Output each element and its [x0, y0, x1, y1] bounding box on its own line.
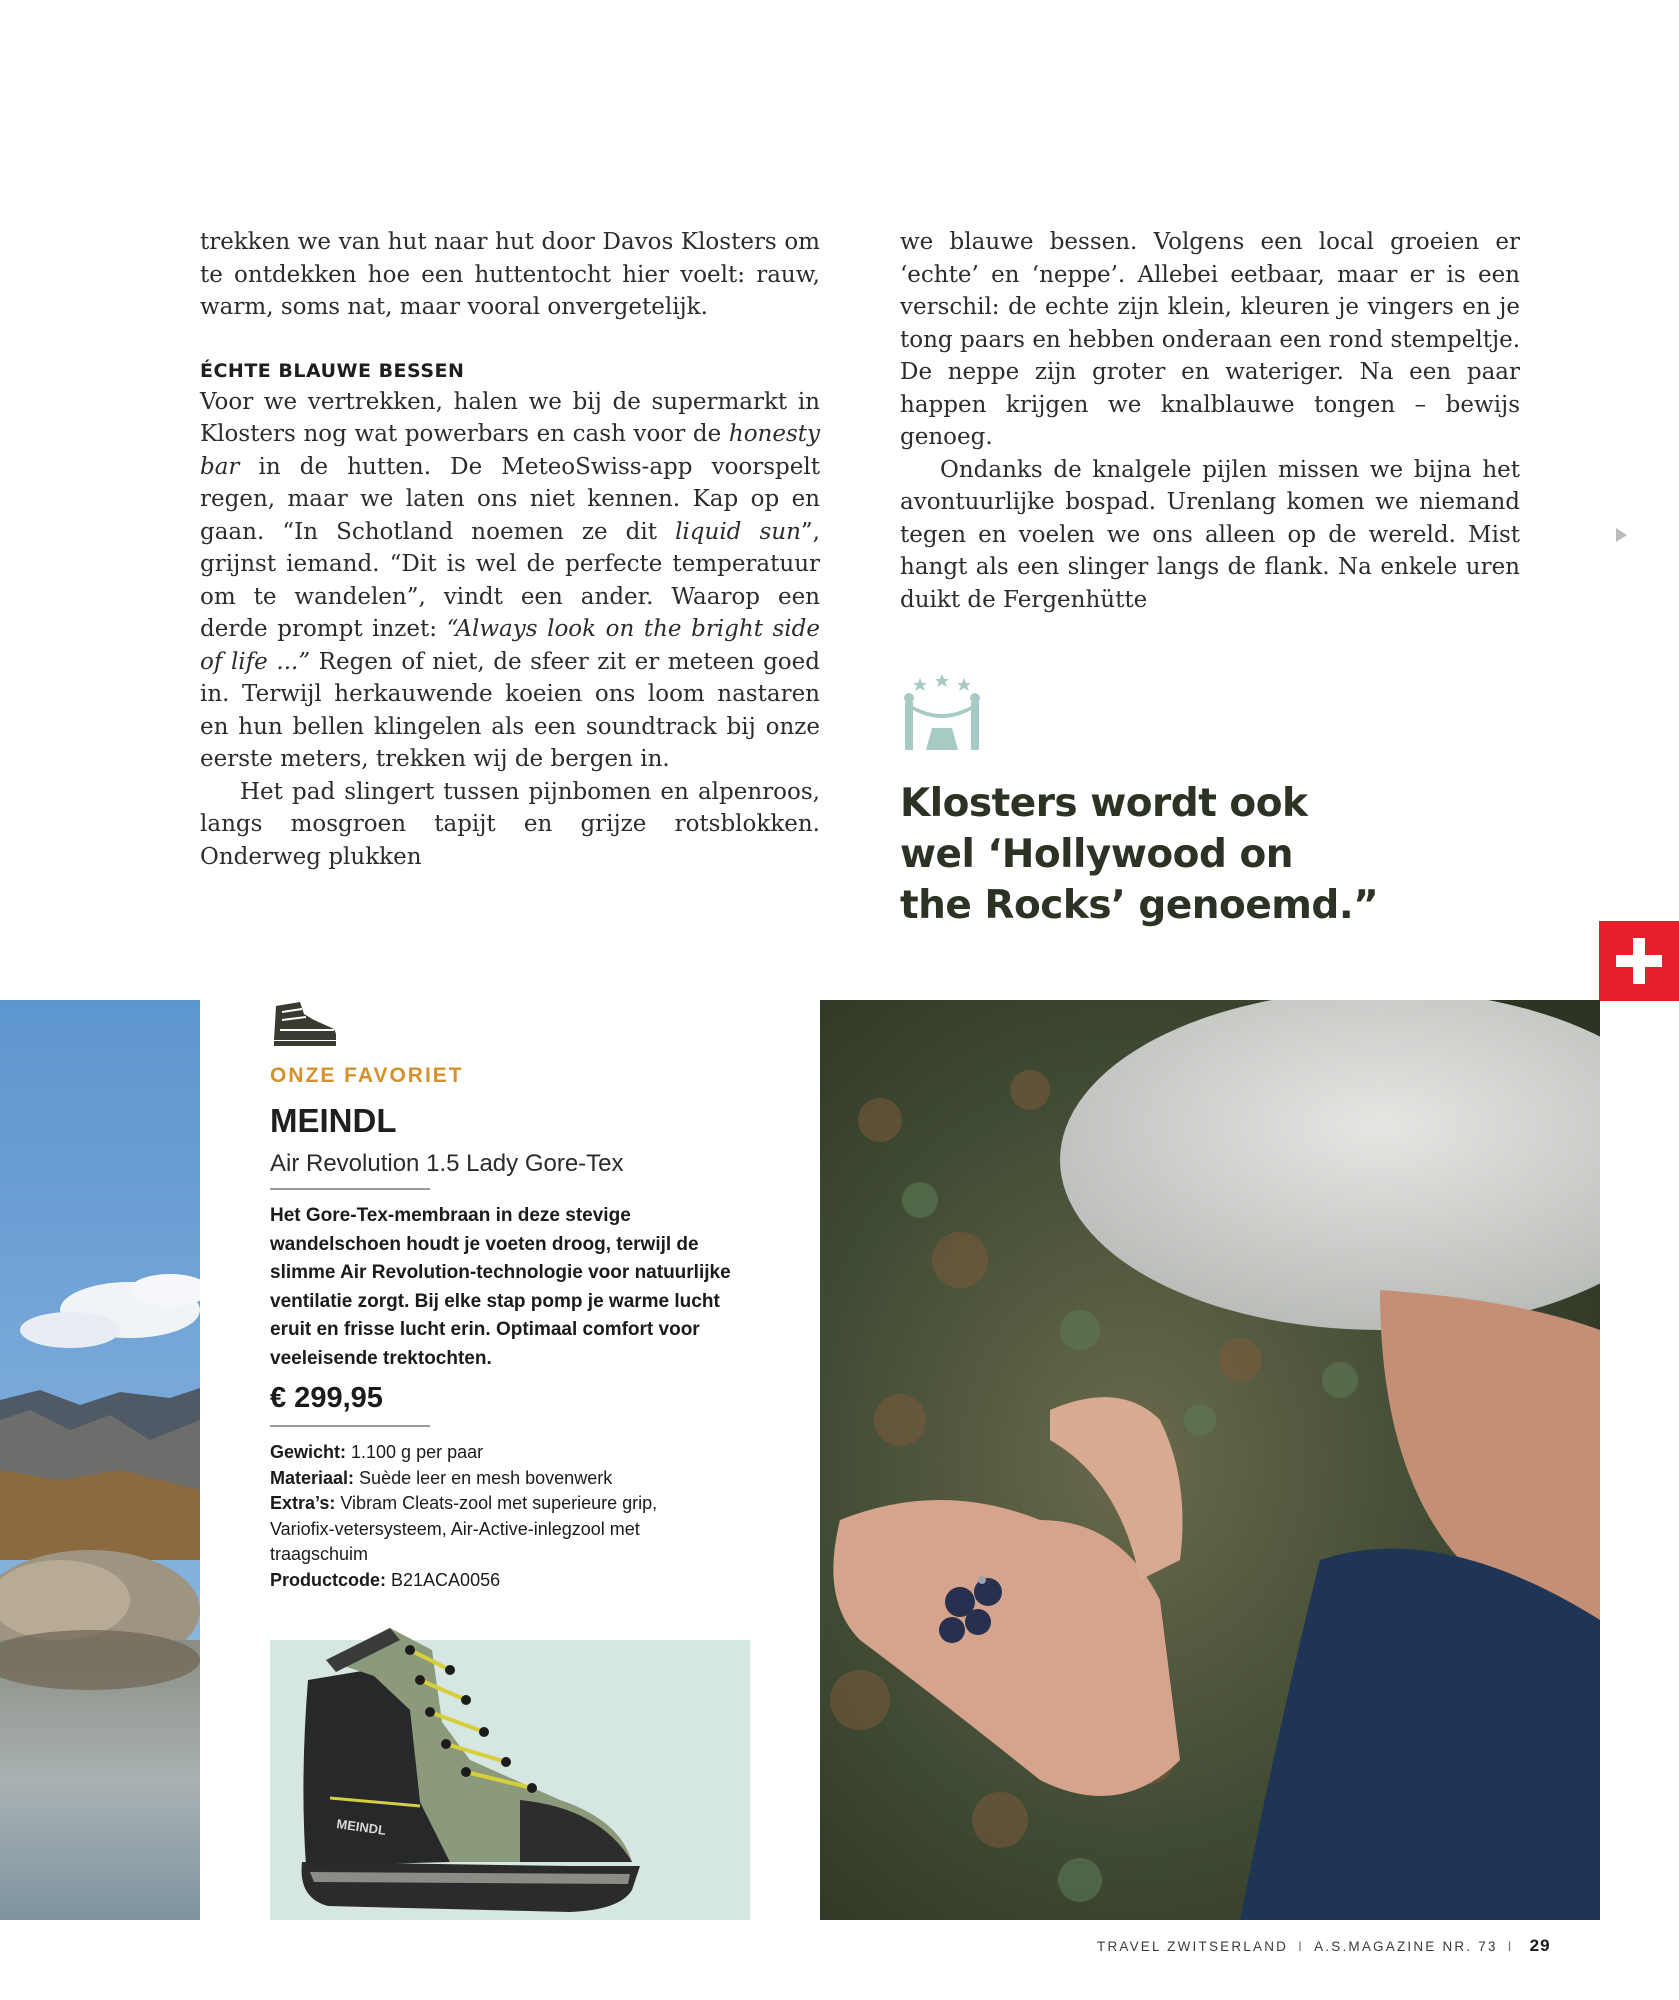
- section-heading: ÉCHTE BLAUWE BESSEN: [200, 359, 465, 382]
- mountain-lake-photo: [0, 1000, 200, 1920]
- page-number: 29: [1529, 1936, 1551, 1955]
- article-paragraph: we blauwe bessen. Volgens een local groeien er ‘echte’ en ‘neppe’. Allebei eetbaar, maar er is een verschil: de echte zijn klein, kleuren je vingers en je tong paars en hebben onderaan een rond stempeltje. De neppe zijn groter en wateriger. Na een paar happen krijgen we knalblauwe tongen – bewijs genoeg.: [900, 229, 1520, 450]
- product-price: € 299,95: [270, 1382, 383, 1414]
- red-carpet-stars-icon: [900, 670, 984, 752]
- pull-quote-line: Klosters wordt ook: [900, 781, 1308, 826]
- article-paragraph: Voor we vertrekken, halen we bij de supermarkt in Klosters nog wat powerbars en cash voor de honesty bar in de hutten. De MeteoSwiss-app voorspelt regen, maar we laten ons niet kennen. Kap op en gaan. “In Schotland noemen ze dit liquid sun”, grijnst iemand. “Dit is wel de perfecte temperatuur om te wandelen”, vindt een ander. Waarop een derde prompt inzet: “Always look on the bright side of life ...” Regen of niet, de sfeer zit er meteen goed in. Terwijl herkauwende koeien ons loom nastaren en hun bellen klingelen als een soundtrack bij onze eerste meters, trekken wij de bergen in.: [200, 388, 820, 772]
- hiking-boot-icon: [270, 1000, 338, 1048]
- footer-separator: I: [1507, 1939, 1514, 1954]
- article-column-right: [900, 226, 1520, 616]
- pull-quote-line: the Rocks’ genoemd.”: [900, 883, 1379, 928]
- product-description: Het Gore-Tex-membraan in deze stevige wandelschoen houdt je voeten droog, terwijl de slimme Air Revolution-technologie voor natuurlijke ventilatie zorgt. Bij elke stap pomp je warme lucht eruit en frisse lucht erin. Optimaal comfort voor veeleisende trektochten.: [270, 1205, 731, 1369]
- article-paragraph: trekken we van hut naar hut door Davos Klosters om te ontdekken hoe een huttentocht hier voelt: rauw, warm, soms nat, maar vooral onvergetelijk.: [200, 229, 820, 320]
- boot-brand-print: MEINDL: [335, 1816, 388, 1838]
- spec-weight: Gewicht: 1.100 g per paar: [270, 1442, 484, 1462]
- product-specs: [270, 1440, 700, 1593]
- product-brand: MEINDL: [270, 1102, 397, 1139]
- article-column-left: [200, 226, 820, 873]
- pull-quote: [900, 778, 1420, 931]
- article-paragraph: Het pad slingert tussen pijnbomen en alpenroos, langs mosgroen tapijt en grijze rotsblokken. Onderweg plukken: [200, 778, 820, 870]
- swiss-cross-icon: [1599, 921, 1679, 1001]
- product-label: ONZE FAVORIET: [270, 1064, 464, 1087]
- page-footer: [1097, 1936, 1551, 1956]
- footer-magazine: A.S.MAGAZINE NR. 73: [1314, 1939, 1498, 1954]
- blueberry-picking-photo: [820, 1000, 1600, 1920]
- boot-product-photo: [270, 1640, 750, 1920]
- product-model: Air Revolution 1.5 Lady Gore-Tex: [270, 1150, 624, 1177]
- triangle-right-icon[interactable]: [1616, 528, 1627, 542]
- divider: [270, 1425, 430, 1427]
- spec-product-code: Productcode: B21ACA0056: [270, 1569, 501, 1590]
- spec-material: Materiaal: Suède leer en mesh bovenwerk: [270, 1467, 613, 1488]
- article-paragraph: Ondanks de knalgele pijlen missen we bijna het avontuurlijke bospad. Urenlang komen we niemand tegen en voelen we ons alleen op de wereld. Mist hangt als een slinger langs de flank. Na enkele uren duikt de Fergenhütte: [900, 456, 1520, 613]
- footer-section: TRAVEL ZWITSERLAND: [1097, 1939, 1289, 1954]
- footer-separator: I: [1298, 1939, 1305, 1954]
- pull-quote-line: wel ‘Hollywood on: [900, 832, 1294, 877]
- spec-extras: Extra’s: Vibram Cleats-zool met superieure grip, Variofix-vetersysteem, Air-Active-inlegzool met traagschuim: [270, 1493, 658, 1564]
- divider: [270, 1188, 430, 1190]
